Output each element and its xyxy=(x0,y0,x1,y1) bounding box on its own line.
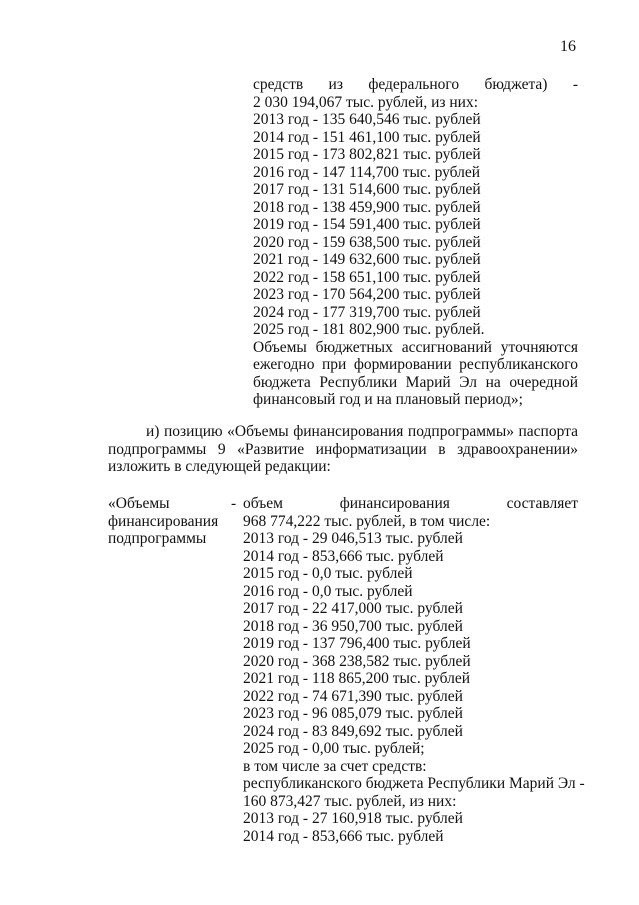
funding-year-line: 2018 год - 138 459,900 тыс. рублей xyxy=(253,198,481,216)
funding-year-line: 2016 год - 147 114,700 тыс. рублей xyxy=(253,163,481,181)
funding-year-line: 2019 год - 137 796,400 тыс. рублей xyxy=(243,635,471,652)
funding-year-line: 2021 год - 118 865,200 тыс. рублей xyxy=(243,670,471,687)
funding-year-line: 2015 год - 173 802,821 тыс. рублей xyxy=(253,146,481,163)
funding-year-line: 2014 год - 151 461,100 тыс. рублей xyxy=(253,128,481,146)
label-line: «Объемы xyxy=(108,495,170,512)
page-number: 16 xyxy=(560,38,576,55)
funding-year-line: 2017 год - 131 514,600 тыс. рублей xyxy=(253,181,481,198)
amendment-intro: и) позицию «Объемы финансирования подпрограммы» паспорта подпрограммы 9 «Развитие информатизации в здравоохранении» изложить в следующей редакции: xyxy=(108,423,578,475)
funding-year-line: 2019 год - 154 591,400 тыс. рублей xyxy=(253,216,481,233)
funding-year-line: 2022 год - 158 651,100 тыс. рублей xyxy=(253,268,481,286)
label-line: финансирования xyxy=(108,512,219,530)
amendment-section xyxy=(108,423,578,476)
funding-year-line: 160 873,427 тыс. рублей, из них: xyxy=(243,792,457,810)
funding-year-line: 2025 год - 181 802,900 тыс. рублей. xyxy=(253,321,485,338)
funding-year-line: 2017 год - 22 417,000 тыс. рублей xyxy=(243,600,463,617)
funding-year-line: 2015 год - 0,0 тыс. рублей xyxy=(243,565,413,582)
funding-year-line: республиканского бюджета Республики Марий Эл - xyxy=(243,775,585,792)
funding-year-line: 2013 год - 29 046,513 тыс. рублей xyxy=(243,530,463,547)
funding-year-line: в том числе за счет средств: xyxy=(243,757,427,775)
funding-year-line: 2014 год - 853,666 тыс. рублей xyxy=(243,547,444,565)
funding-year-line: 968 774,222 тыс. рублей, в том числе: xyxy=(243,512,491,530)
funding-year-line: 2018 год - 36 950,700 тыс. рублей xyxy=(243,617,463,635)
funding-year-line: 2023 год - 96 085,079 тыс. рублей xyxy=(243,705,463,722)
funding-year-line: 2021 год - 149 632,600 тыс. рублей xyxy=(253,251,481,268)
funding-year-line: 2023 год - 170 564,200 тыс. рублей xyxy=(253,286,481,303)
label-line: подпрограммы xyxy=(108,530,207,547)
continuation-first-line: средств из федерального бюджета) - xyxy=(253,76,578,93)
funding-year-line: 2024 год - 83 849,692 тыс. рублей xyxy=(243,722,463,740)
funding-year-line: 2013 год - 135 640,546 тыс. рублей xyxy=(253,111,481,128)
passport-row-label xyxy=(108,495,238,548)
funding-year-line: 2 030 194,067 тыс. рублей, из них: xyxy=(253,93,479,111)
value-first-line: объем финансирования составляет xyxy=(243,495,578,512)
funding-continuation-block xyxy=(253,76,578,409)
value-lines xyxy=(243,512,585,846)
funding-year-line: 2020 год - 159 638,500 тыс. рублей xyxy=(253,233,481,251)
funding-year-line: 2020 год - 368 238,582 тыс. рублей xyxy=(243,652,471,670)
funding-year-line: 2025 год - 0,00 тыс. рублей; xyxy=(243,740,425,757)
funding-year-line: 2022 год - 74 671,390 тыс. рублей xyxy=(243,687,463,705)
funding-year-line: 2013 год - 27 160,918 тыс. рублей xyxy=(243,810,463,827)
continuation-lines xyxy=(253,94,578,339)
funding-year-line: 2024 год - 177 319,700 тыс. рублей xyxy=(253,303,481,321)
passport-row-dash: - xyxy=(231,495,237,512)
passport-row-value xyxy=(243,495,585,845)
budget-note: Объемы бюджетных ассигнований уточняются ежегодно при формировании республиканского бюджета Республики Марий Эл на очередной финансовый год и на плановый период»; xyxy=(253,338,578,408)
funding-year-line: 2014 год - 853,666 тыс. рублей xyxy=(243,827,444,845)
funding-year-line: 2016 год - 0,0 тыс. рублей xyxy=(243,582,413,600)
